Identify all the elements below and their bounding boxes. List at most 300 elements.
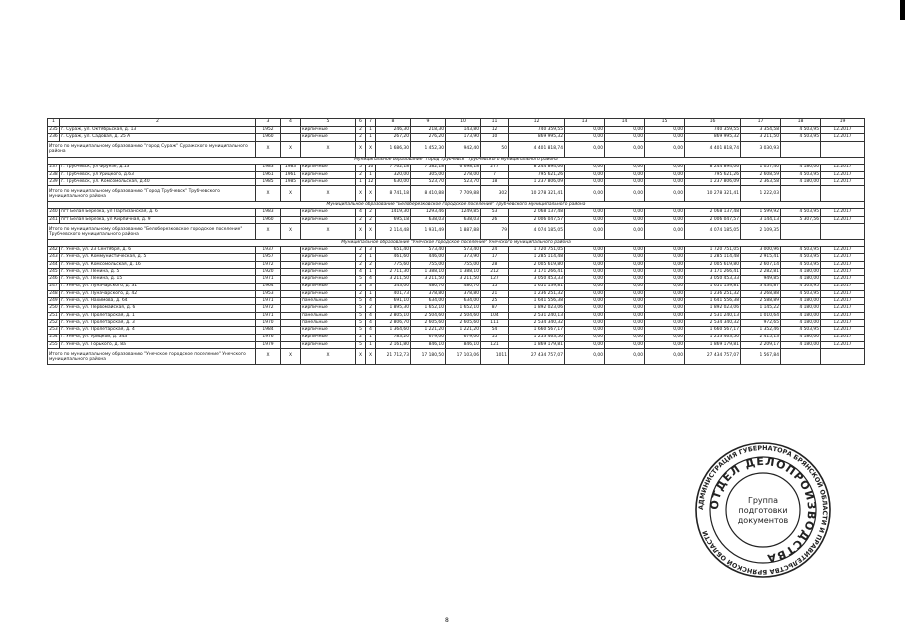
total-cell: 0,00 <box>605 224 645 240</box>
table-cell: 5 <box>356 164 366 171</box>
table-cell: 2 <box>356 334 366 341</box>
table-cell: г. Трубчевск, ул Урицкого, д.63 <box>60 171 256 178</box>
table-cell: 2 005 619,80 <box>685 261 741 268</box>
header-cell: 16 <box>685 119 741 127</box>
table-cell: 1971 <box>256 312 281 319</box>
total-cell: X <box>301 141 356 157</box>
table-cell: 2 <box>356 254 366 261</box>
table-cell: 244 <box>49 261 58 267</box>
table-cell: кирпичные <box>301 247 356 254</box>
table-cell: 0,00 <box>565 290 605 297</box>
table-cell: 24 <box>481 247 509 254</box>
table-cell: 241 <box>49 216 58 222</box>
total-cell: 0,00 <box>645 224 685 240</box>
table-cell: 218,30 <box>411 127 446 134</box>
table-cell: 5 <box>356 298 366 305</box>
header-cell: 3 <box>256 119 281 127</box>
table-cell: 480,70 <box>446 283 481 290</box>
total-cell: X <box>281 349 301 365</box>
table-cell: 12.2017 <box>821 320 865 327</box>
table-cell: 1 641 556,38 <box>685 298 741 305</box>
header-cell: 4 <box>281 119 301 127</box>
header-cell: 1 <box>48 119 60 127</box>
table-cell: 242 <box>49 246 58 252</box>
table-cell: 0,00 <box>645 216 685 223</box>
table-cell: 1953 <box>256 290 281 297</box>
table-cell: 1983 <box>256 164 281 171</box>
table-cell: 12.2017 <box>821 327 865 334</box>
total-cell: 10 278 321,41 <box>685 186 741 202</box>
table-row <box>48 247 865 254</box>
total-cell: 0,00 <box>565 349 605 365</box>
table-cell <box>281 268 301 275</box>
table-cell: 4 503,95 <box>781 261 821 268</box>
total-cell: 1 686,30 <box>376 141 411 157</box>
table-cell: 4 503,95 <box>781 134 821 141</box>
table-cell: г. Унеча, ул. Первомайская, д. 6 <box>60 305 256 312</box>
table-cell: 755,00 <box>411 261 446 268</box>
header-cell: 12 <box>509 119 565 127</box>
table-cell: 12.2017 <box>821 341 865 348</box>
total-cell: 0,00 <box>605 186 645 202</box>
housing-register-table <box>47 118 865 365</box>
table-cell <box>281 312 301 319</box>
total-cell: X <box>281 141 301 157</box>
table-cell: 0,00 <box>645 247 685 254</box>
table-cell: 1 892 023,06 <box>509 305 565 312</box>
table-cell: 0,00 <box>605 127 645 134</box>
total-cell: X <box>256 141 281 157</box>
total-cell: X <box>256 224 281 240</box>
total-cell: X <box>366 186 376 202</box>
table-cell: 12.2017 <box>821 164 865 171</box>
table-cell: 1 236 251,32 <box>509 290 565 297</box>
total-cell: 1011 <box>481 349 509 365</box>
table-cell: 4 503,95 <box>781 247 821 254</box>
table-cell: 3 268,88 <box>741 290 781 297</box>
table-cell: 0,00 <box>605 134 645 141</box>
table-cell: г. Унеча, ул. Ленина, д. 15 <box>60 276 256 283</box>
table-cell: 573,40 <box>411 247 446 254</box>
table-cell: 0,00 <box>565 261 605 268</box>
header-cell: 15 <box>645 119 685 127</box>
table-cell: 638,03 <box>411 216 446 223</box>
table-cell: 28 <box>481 261 509 268</box>
table-cell: 0,00 <box>605 261 645 268</box>
table-cell: 10 <box>366 164 376 171</box>
table-cell: г. Унеча, ул. Луначарского, д. 31 <box>60 283 256 290</box>
table-cell: 12.2017 <box>821 276 865 283</box>
table-cell: 3 <box>366 247 376 254</box>
table-row <box>48 134 865 141</box>
table-cell: 1 <box>366 334 376 341</box>
table-cell: 5 <box>356 341 366 348</box>
section-title: Муниципальное образование "Унечское городское поселение" Унечского муниципального района <box>48 240 865 247</box>
table-cell: 1 641 556,38 <box>509 298 565 305</box>
table-cell: 4 503,95 <box>781 290 821 297</box>
table-cell: 0,00 <box>645 320 685 327</box>
table-cell: 7 582,18 <box>411 164 446 171</box>
table-cell: 2 504,60 <box>446 312 481 319</box>
table-cell: 1 <box>366 127 376 134</box>
table-cell: 1 <box>366 171 376 178</box>
table-cell: 373,90 <box>446 254 481 261</box>
table-cell: 2 607,14 <box>741 261 781 268</box>
table-cell: кирпичные <box>301 305 356 312</box>
table-cell: 0,00 <box>565 171 605 178</box>
table-cell: кирпичные <box>301 171 356 178</box>
table-cell: 4 180,00 <box>781 164 821 171</box>
table-cell: 104 <box>481 312 509 319</box>
table-cell <box>281 261 301 268</box>
table-cell: кирпичные <box>301 179 356 186</box>
table-cell: 12.2017 <box>821 312 865 319</box>
total-cell: X <box>281 224 301 240</box>
table-cell: 1972 <box>256 261 281 268</box>
total-cell: X <box>301 224 356 240</box>
table-row <box>48 209 865 216</box>
total-row <box>48 349 865 365</box>
table-cell: 7 <box>481 171 509 178</box>
table-cell: 783,20 <box>376 334 411 341</box>
table-cell: 1 869 179,81 <box>509 341 565 348</box>
table-cell: 1 388,10 <box>446 268 481 275</box>
total-cell: 3 030,93 <box>741 141 781 157</box>
total-cell: 0,00 <box>565 141 605 157</box>
table-row <box>48 290 865 297</box>
table-cell: 0,00 <box>605 254 645 261</box>
table-cell: 17 <box>481 254 509 261</box>
table-cell: кирпичные <box>301 341 356 348</box>
stamp-center-line-1: Группа <box>747 496 779 505</box>
table-cell: 0,00 <box>565 216 605 223</box>
table-cell: 0,00 <box>565 298 605 305</box>
table-cell: 0,00 <box>565 179 605 186</box>
table-cell: 480,70 <box>411 283 446 290</box>
header-row <box>48 119 865 127</box>
table-cell: 1 <box>366 341 376 348</box>
table-cell: 0,00 <box>605 276 645 283</box>
total-cell: 8 741,18 <box>376 186 411 202</box>
table-cell: г. Унеча, ул. Горького, д. 8а <box>60 341 256 348</box>
table-cell: 12.2017 <box>821 298 865 305</box>
table-cell: 1 237 806,09 <box>685 179 741 186</box>
table-cell: 2 <box>366 261 376 268</box>
total-cell: X <box>256 186 281 202</box>
table-cell: 238 <box>49 171 58 177</box>
table-cell: 2 605,60 <box>446 320 481 327</box>
table-cell: 1 651 139,81 <box>685 283 741 290</box>
table-row <box>48 276 865 283</box>
table-cell: 12 <box>366 179 376 186</box>
stamp-outer-text: АДМИНИСТРАЦИЯ ГУБЕРНАТОРА БРЯНСКОЙ ОБЛАСТИ И ПРАВИТЕЛЬСТВА БРЯНСКОЙ ОБЛАСТИ <box>696 443 830 577</box>
table-cell: 0,00 <box>645 305 685 312</box>
table-cell: 252 <box>49 319 58 325</box>
table-cell: 1937 <box>256 247 281 254</box>
table-cell: 1 388,10 <box>411 268 446 275</box>
table-cell: 3 171 266,41 <box>685 268 741 275</box>
table-cell: 54 <box>481 327 509 334</box>
total-cell: 4 401 818,74 <box>509 141 565 157</box>
table-cell: 0,00 <box>645 341 685 348</box>
table-cell: 0,00 <box>565 276 605 283</box>
total-cell: 2 114,48 <box>376 224 411 240</box>
header-cell: 17 <box>741 119 781 127</box>
table-cell: 12.2017 <box>821 283 865 290</box>
table-cell: 1 652,10 <box>446 305 481 312</box>
table-cell: 0,00 <box>565 312 605 319</box>
table-cell: 1 <box>366 254 376 261</box>
table-cell: 18 <box>481 179 509 186</box>
table-cell: 1984 <box>256 327 281 334</box>
table-cell: 8 244 894,06 <box>509 164 565 171</box>
table-cell: 2 <box>356 261 366 268</box>
table-cell: 5 <box>356 327 366 334</box>
table-cell: 2 608,59 <box>741 171 781 178</box>
table-cell: 4 503,95 <box>781 171 821 178</box>
table-cell: 2 005 619,80 <box>509 261 565 268</box>
table-row <box>48 320 865 327</box>
table-cell: 2 915,41 <box>741 254 781 261</box>
table-row <box>48 261 865 268</box>
table-cell: 2 531 240,13 <box>685 312 741 319</box>
table-cell: 3 211,50 <box>376 276 411 283</box>
table-cell: 4 180,00 <box>781 276 821 283</box>
table-cell: 695,18 <box>376 216 411 223</box>
table-cell: 0,00 <box>605 171 645 178</box>
table-cell: 12.2017 <box>821 290 865 297</box>
table-cell: 4 503,95 <box>781 209 821 216</box>
table-cell: 212 <box>481 268 509 275</box>
table-cell: 0,00 <box>565 254 605 261</box>
stamp-center-line-2: подготовки <box>738 506 788 515</box>
header-cell: 14 <box>605 119 645 127</box>
table-cell: кирпичные <box>301 283 356 290</box>
table-cell: 15 <box>481 283 509 290</box>
table-cell: 2 <box>366 216 376 223</box>
table-cell: 4 <box>366 320 376 327</box>
table-cell: 2 <box>356 247 366 254</box>
table-cell: г. Унеча, ул. Пролетарская, д. 3 <box>60 320 256 327</box>
table-cell <box>281 305 301 312</box>
table-cell: 0,00 <box>605 216 645 223</box>
table-cell: 0,00 <box>645 298 685 305</box>
table-cell: 1964 <box>256 283 281 290</box>
total-cell: 0,00 <box>605 349 645 365</box>
table-cell: 3 211,50 <box>411 276 446 283</box>
table-cell: 2 363,58 <box>741 179 781 186</box>
table-row <box>48 312 865 319</box>
table-cell: 235 <box>49 126 58 132</box>
table-cell: 4 180,00 <box>781 341 821 348</box>
table-cell: 0,00 <box>605 209 645 216</box>
table-cell: 5 <box>356 305 366 312</box>
table-cell: 869 995,32 <box>509 134 565 141</box>
table-cell <box>281 247 301 254</box>
table-cell: 3 144,13 <box>741 216 781 223</box>
table-cell: 0,00 <box>565 327 605 334</box>
table-cell: 0,00 <box>565 283 605 290</box>
total-row <box>48 141 865 157</box>
total-cell: 1 931,49 <box>411 224 446 240</box>
table-cell <box>281 276 301 283</box>
table-cell: 523,70 <box>411 179 446 186</box>
table-cell: 1983 <box>256 209 281 216</box>
table-cell: 0,00 <box>645 261 685 268</box>
table-cell: 236 <box>49 134 58 140</box>
table-cell: 2 531 240,13 <box>509 312 565 319</box>
table-cell: 0,00 <box>645 334 685 341</box>
table-cell: пгт Белая Березка, ул Кирпичная, д. 9 <box>60 216 256 223</box>
table-cell: 1 <box>366 134 376 141</box>
table-cell: 4 180,00 <box>781 320 821 327</box>
table-cell: 0,00 <box>645 209 685 216</box>
table-cell: 2 209,17 <box>741 341 781 348</box>
table-cell: 10 <box>481 134 509 141</box>
table-cell: 846,10 <box>446 341 481 348</box>
section-title: Муниципальное образование "Белоберезковское городское поселение" Трубчевского муниципального района <box>48 202 865 209</box>
table-cell: 0,00 <box>605 164 645 171</box>
table-cell: 5 <box>356 320 366 327</box>
table-cell: 12.2017 <box>821 261 865 268</box>
corner-mark <box>900 0 905 20</box>
table-cell: 237 <box>49 164 58 170</box>
table-cell: 2 <box>356 290 366 297</box>
table-cell: 1 364,60 <box>376 327 411 334</box>
total-label: Итого по муниципальному образованию "Белоберезковское городское поселение" Трубчевского муниципального района <box>48 224 256 240</box>
table-cell: 1961 <box>281 171 301 178</box>
total-cell: 1 567,84 <box>741 349 781 365</box>
total-cell: 0,00 <box>605 141 645 157</box>
table-cell: 378,80 <box>446 290 481 297</box>
table-cell: 0,00 <box>645 276 685 283</box>
table-cell: 1 285 114,48 <box>685 254 741 261</box>
header-cell: 5 <box>301 119 356 127</box>
table-cell <box>281 327 301 334</box>
table-cell: 278,00 <box>446 171 481 178</box>
table-cell <box>281 341 301 348</box>
table-cell: 2 588,89 <box>741 298 781 305</box>
table-cell: 3 050 453,33 <box>685 276 741 283</box>
table-cell <box>281 134 301 141</box>
stamp-inner-text: ОТДЕЛ ДЕЛОПРОИЗВОДСТВА <box>707 454 819 566</box>
table-cell: г. Унеча, ул. Пролетарская, д. 1 <box>60 312 256 319</box>
table-cell: 1 <box>366 290 376 297</box>
table-cell: 4 503,95 <box>781 127 821 134</box>
table-cell: 4 503,95 <box>781 283 821 290</box>
table-cell: 3 <box>366 283 376 290</box>
table-cell: 401,73 <box>376 290 411 297</box>
table-row <box>48 268 865 275</box>
table-cell: 0,00 <box>605 268 645 275</box>
table-cell: г. Унеча, ул. 23 Сентября, д. 6 <box>60 247 256 254</box>
total-cell: X <box>366 349 376 365</box>
total-cell <box>781 186 821 202</box>
table-cell: 21 <box>481 290 509 297</box>
table-cell: 638,03 <box>446 216 481 223</box>
total-cell: X <box>356 349 366 365</box>
table-cell: 143,80 <box>446 127 481 134</box>
total-cell: X <box>356 224 366 240</box>
total-cell: 10 278 321,41 <box>509 186 565 202</box>
table-cell: кирпичные <box>301 268 356 275</box>
table-cell: 2 068 137,48 <box>509 209 565 216</box>
table-cell: 461,60 <box>376 254 411 261</box>
table-cell: кирпичные <box>301 261 356 268</box>
total-cell: 0,00 <box>645 186 685 202</box>
table-cell: г. Сураж, ул. Октябрьская, д. 13 <box>60 127 256 134</box>
total-label: Итого по муниципальному образованию "город Сураж" Суражского муниципального района <box>48 141 256 157</box>
table-cell: г. Унеча, ул. Коммунистическая, д. 5 <box>60 254 256 261</box>
stamp-center-line-3: документов <box>737 516 789 525</box>
table-cell: 1 352,46 <box>741 327 781 334</box>
table-cell: панельные <box>301 320 356 327</box>
total-cell: 8 410,88 <box>411 186 446 202</box>
table-cell: 12.2017 <box>821 247 865 254</box>
table-cell: 1952 <box>256 127 281 134</box>
table-cell: 276,20 <box>411 134 446 141</box>
table-cell: 12.2017 <box>821 305 865 312</box>
header-cell: 9 <box>411 119 446 127</box>
section-header-row <box>48 202 865 209</box>
table-cell: г. Унеча, ул. Луначарского, д. 42 <box>60 290 256 297</box>
table-cell: 2 <box>356 134 366 141</box>
header-cell: 2 <box>60 119 256 127</box>
table-cell: 12.2017 <box>821 127 865 134</box>
total-cell: X <box>301 349 356 365</box>
table-cell: 1 720 751,05 <box>509 247 565 254</box>
table-cell: 3 171 266,41 <box>509 268 565 275</box>
table-cell: 12.2017 <box>821 134 865 141</box>
table-cell: 3 211,50 <box>446 276 481 283</box>
section-title: Муниципальное образование "Город Трубчевск" Трубчевского муниципального района <box>48 157 865 164</box>
table-cell: 5 <box>356 312 366 319</box>
total-cell <box>821 141 865 157</box>
table-cell: 0,00 <box>605 283 645 290</box>
table-cell: 4 <box>356 209 366 216</box>
table-cell: 12.2017 <box>821 171 865 178</box>
total-cell: 1 452,30 <box>411 141 446 157</box>
table-cell: 0,00 <box>565 341 605 348</box>
header-cell: 11 <box>481 119 509 127</box>
table-row <box>48 283 865 290</box>
table-cell: г. Унеча, ул. Нахимова, д. 64 <box>60 298 256 305</box>
table-cell: 3 000,96 <box>741 247 781 254</box>
table-row <box>48 127 865 134</box>
table-cell: 1920 <box>256 268 281 275</box>
table-cell: 127 <box>481 276 509 283</box>
table-cell: 12 <box>481 127 509 134</box>
table-cell: 4 180,00 <box>781 305 821 312</box>
table-cell: 2 <box>366 305 376 312</box>
table-cell: 573,40 <box>446 247 481 254</box>
table-cell: 1 869 179,81 <box>685 341 741 348</box>
table-cell: г. Трубчевск, ул. Комсомольская, д.40 <box>60 179 256 186</box>
table-cell: 1 <box>356 179 366 186</box>
table-cell: 1 285 114,48 <box>509 254 565 261</box>
table-cell: 1 660 567,17 <box>685 327 741 334</box>
table-row <box>48 298 865 305</box>
table-cell: 1960 <box>256 134 281 141</box>
table-cell: кирпичные <box>301 290 356 297</box>
table-cell: 4 180,00 <box>781 334 821 341</box>
department-stamp <box>693 440 833 580</box>
table-cell <box>281 209 301 216</box>
total-label: Итого по муниципальному образованию "Город Трубчевск" Трубчевского муниципального района <box>48 186 256 202</box>
table-cell: 240 <box>49 209 58 215</box>
table-cell: 253 <box>49 327 58 333</box>
table-cell: 0,00 <box>645 171 685 178</box>
